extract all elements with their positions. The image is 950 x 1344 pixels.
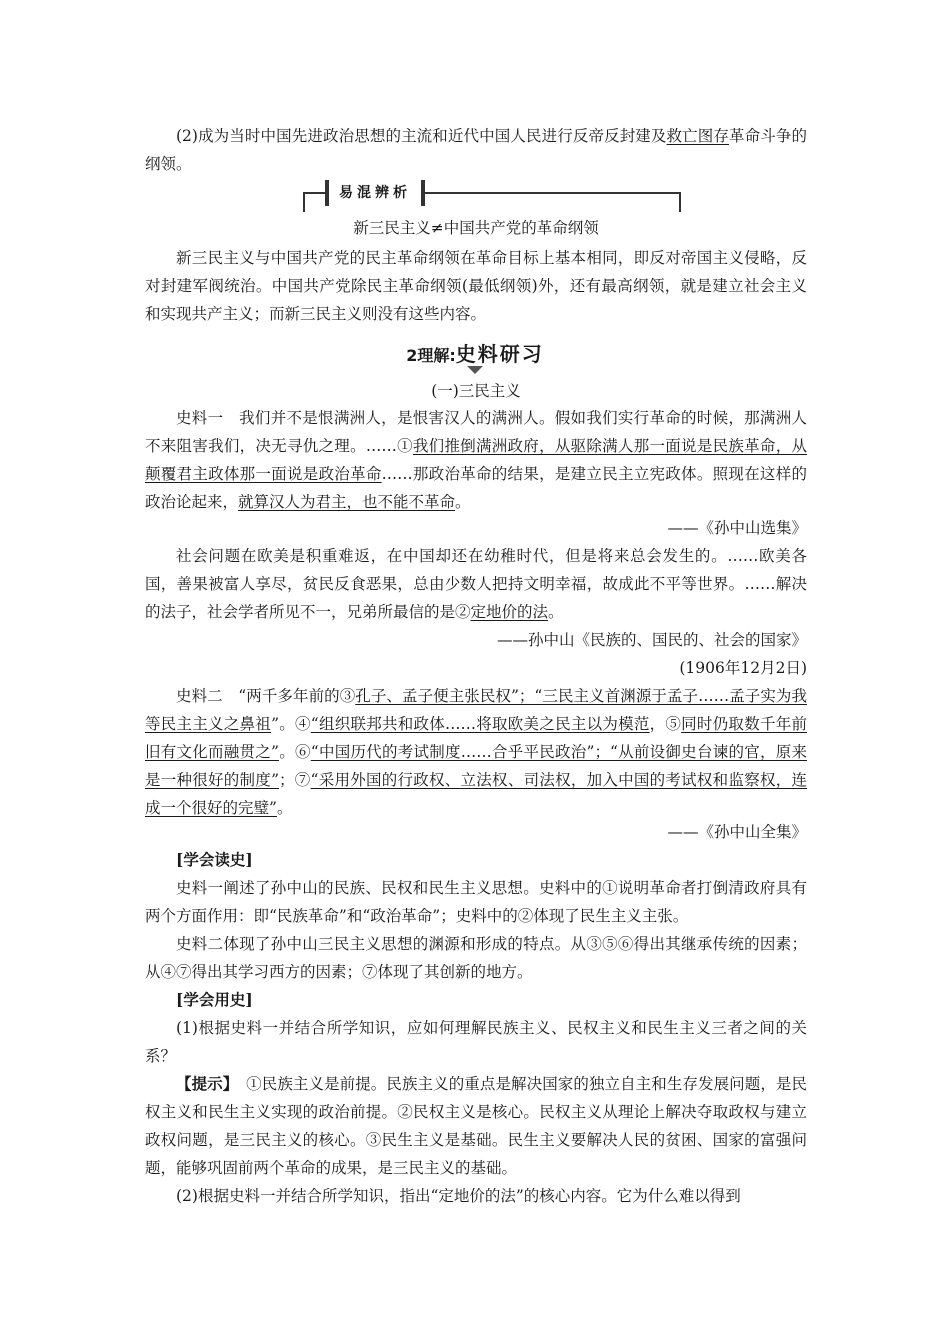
box-tag: 易混辨析: [325, 180, 425, 206]
source-2-date: (1906年12月2日): [679, 659, 807, 677]
triangle-down-icon: [467, 366, 483, 374]
learn-read-1: 史料一阐述了孙中山的民族、民权和民生主义思想。史料中的①说明革命者打倒清政府具有两个方面作用：即“民族革命”和“政治革命”；史料中的②体现了民生主义主张。: [145, 879, 807, 925]
material-1-part-2: 社会问题在欧美是积重难返，在中国却还在幼稚时代，但是将来总会发生的。……欧美各国，善果被富人享尽，贫民反食恶果，总由少数人把持文明幸福，故成此不平等世界。……解决的法子，社会学者所见不一，兄弟所最信的是②定地价的法。: [145, 547, 807, 621]
learn-use-heading: [学会用史]: [176, 990, 253, 1009]
section-separator: :: [449, 346, 456, 365]
sub-title: (一)三民主义: [431, 382, 521, 400]
source-3: ——《孙中山全集》: [667, 823, 807, 841]
box-body: 新三民主义与中国共产党的民主革命纲领在革命目标上基本相同，即反对帝国主义侵略，反对封建军阀统治。中国共产党除民主革命纲领(最低纲领)外，还有最高纲领，就是建立社会主义和实现共产主义；而新三民主义则没有这些内容。: [145, 249, 807, 323]
source-1: ——《孙中山选集》: [667, 519, 807, 537]
section-title: 史料研习: [455, 342, 544, 366]
hint-label: 【提示】: [176, 1074, 231, 1093]
confusion-box-header: [303, 180, 681, 212]
box-title: 新三民主义≠中国共产党的革命纲领: [353, 219, 599, 237]
section-number: 2理解: [406, 346, 450, 365]
paragraph-point-2: (2)成为当时中国先进政治思想的主流和近代中国人民进行反帝反封建及救亡图存革命斗争的纲领。: [145, 127, 807, 173]
header-rule-left: [303, 192, 305, 212]
section-heading: [375, 338, 575, 374]
learn-read-heading: [学会读史]: [176, 850, 253, 869]
header-rule-right: [679, 192, 681, 212]
material-1: 史料一 我们并不是恨满洲人，是恨害汉人的满洲人。假如我们实行革命的时候，那满洲人不来阻害我们，决无寻仇之理。……①我们推倒满洲政府，从驱除满人那一面说是民族革命，从颠覆君主政体那一面说是政治革命……那政治革命的结果，是建立民主立宪政体。照现在这样的政治论起来，就算汉人为君主，也不能不革命。: [145, 409, 807, 511]
question-1: (1)根据史料一并结合所学知识，应如何理解民族主义、民权主义和民生主义三者之间的关系？: [145, 1019, 807, 1065]
question-2: (2)根据史料一并结合所学知识，指出“定地价的法”的核心内容。它为什么难以得到: [176, 1187, 741, 1205]
learn-read-2: 史料二体现了孙中山三民主义思想的渊源和形成的特点。从③⑤⑥得出其继承传统的因素；从④⑦得出其学习西方的因素；⑦体现了其创新的地方。: [145, 935, 807, 981]
source-2: ——孙中山《民族的、国民的、社会的国家》: [496, 631, 807, 649]
material-2: 史料二 “两千多年前的③孔子、孟子便主张民权”；“三民主义首渊源于孟子……孟子实为我等民主主义之鼻祖”。④“组织联邦共和政体……将取欧美之民主以为模范，⑤同时仍取数千年前旧有文化而融贯之”。⑥“中国历代的考试制度……合乎平民政治”；“从前设御史台谏的官，原来是一种很好的制度”；⑦“采用外国的行政权、立法权、司法权，加入中国的考试权和监察权，连成一个很好的完璧”。: [145, 687, 807, 817]
hint-1: 【提示】 ①民族主义是前提。民族主义的重点是解决国家的独立自主和生存发展问题，是民权主义和民生主义实现的政治前提。②民权主义是核心。民权主义从理论上解决夺取政权与建立政权问题，是三民主义的核心。③民生主义是基础。民生主义要解决人民的贫困、国家的富强问题，能够巩固前两个革命的成果，是三民主义的基础。: [145, 1074, 807, 1177]
